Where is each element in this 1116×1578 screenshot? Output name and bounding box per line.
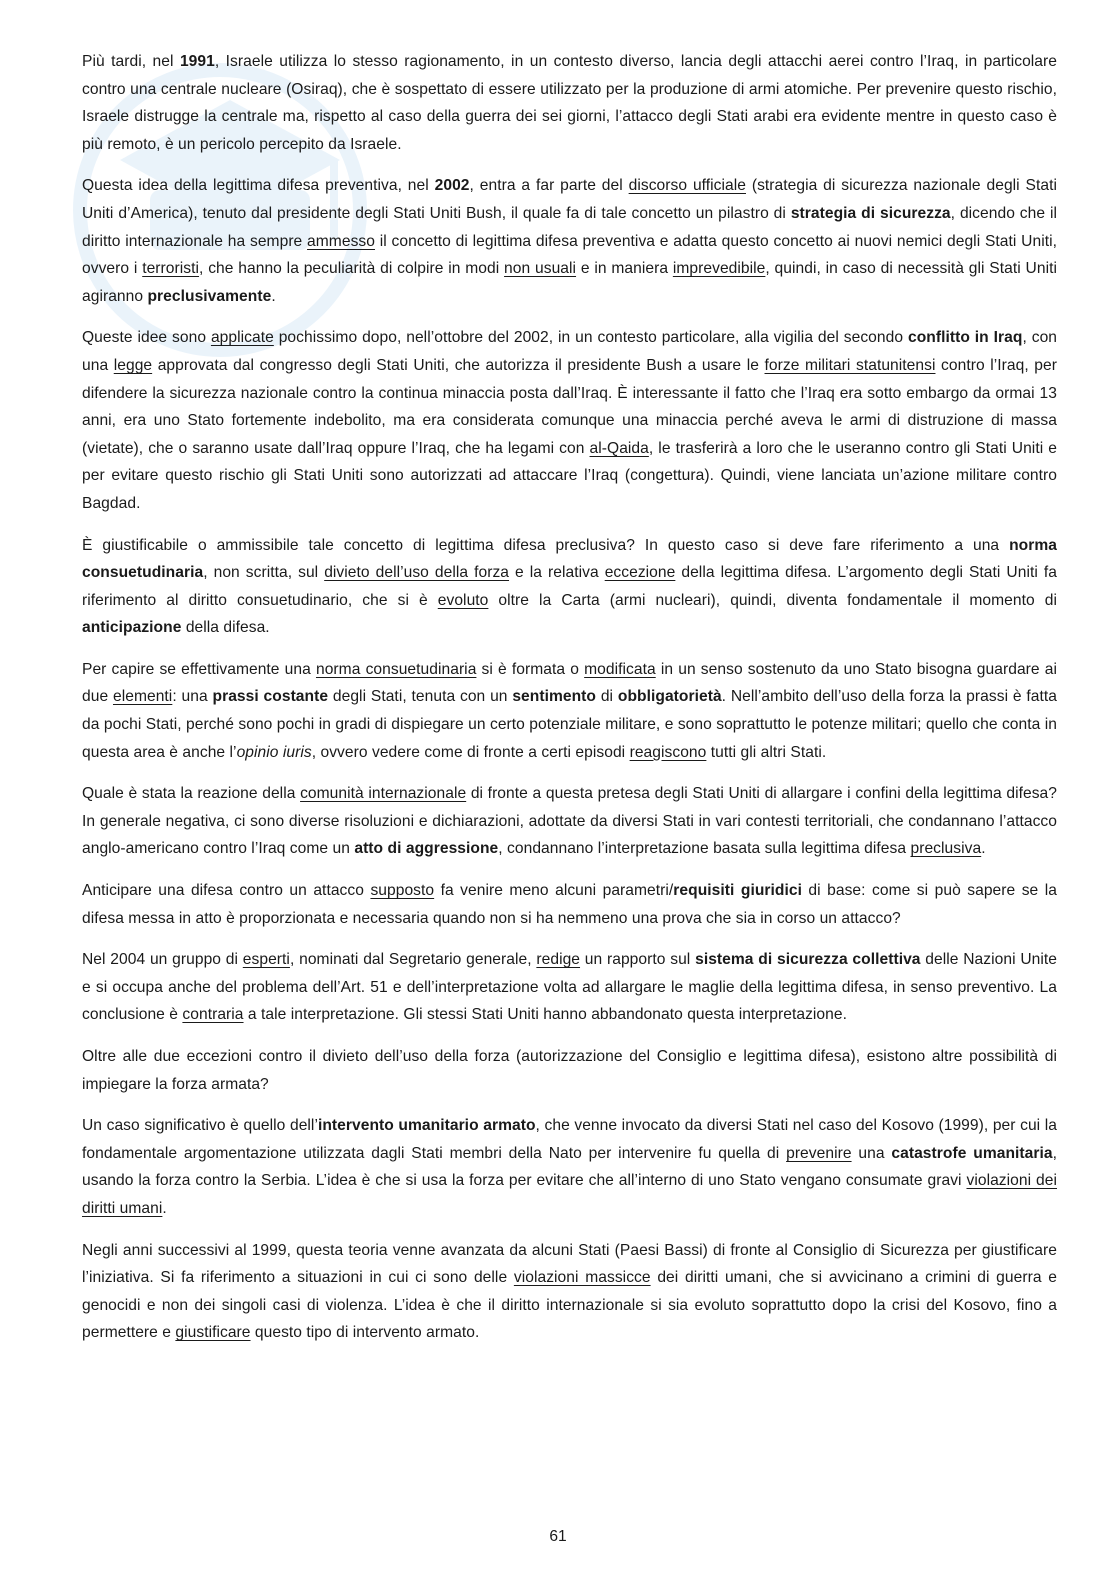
paragraph <box>82 532 1057 642</box>
text-run: il concetto di legittima difesa preventiva e adatta questo concetto ai nuovi nemici degli Stati Uniti, ovvero i <box>82 232 1057 278</box>
paragraph <box>82 780 1057 863</box>
text-run: Un caso significativo è quello dell’ <box>82 1117 318 1135</box>
text-run: Anticipare una difesa contro un attacco <box>82 882 371 900</box>
paragraph <box>82 48 1057 158</box>
paragraph <box>82 1237 1057 1347</box>
bold-text: prassi costante <box>212 688 329 706</box>
text-run: , dicendo che il diritto internazionale ha sempre <box>82 204 1058 250</box>
bold-text: catastrofe umanitaria <box>891 1144 1053 1162</box>
text-run: Queste idee sono <box>82 329 211 347</box>
text-run: di <box>596 688 618 706</box>
underlined-text: esperti <box>242 951 290 969</box>
text-run: (strategia di sicurezza nazionale degli Stati Uniti d’America), tenuto dal presidente degli Stati Uniti Bush, il quale fa di tale concetto un pilastro di <box>82 177 1057 222</box>
text-run: della legittima difesa. L’argomento degli Stati Uniti fa riferimento al diritto consuetudinario, che si è <box>82 564 1057 609</box>
underlined-text: violazioni dei diritti umani <box>82 1172 1057 1217</box>
text-run: delle Nazioni Unite e si occupa anche del problema dell’Art. 51 e dell’interpretazione volta ad allargare le maglie della legittima difesa, in senso preventivo. La conclusione è <box>82 951 1058 1024</box>
text-run: degli Stati, tenuta con un <box>328 688 513 706</box>
underlined-text: prevenire <box>786 1144 852 1162</box>
text-run: , Israele utilizza lo stesso ragionamento, in un contesto diverso, lancia degli attacchi aerei contro l’Iraq, in particolare contro una centrale nucleare (Osiraq), che è sospettato di essere utilizzato per la produzione di armi atomiche. Per prevenire questo rischio, Israele distrugge la centrale ma, rispetto al caso della guerra dei sei giorni, l’attacco degli Stati arabi era evidente mentre in questo caso è più remoto, è un pericolo percepito da Israele. <box>82 53 1057 153</box>
text-run: si è formata o <box>476 660 585 678</box>
underlined-text: eccezione <box>604 564 676 582</box>
bold-text: requisiti giuridici <box>673 882 802 900</box>
underlined-text: applicate <box>210 329 274 347</box>
text-run: a tale interpretazione. Gli stessi Stati Uniti hanno abbandonato questa interpretazione. <box>243 1006 847 1024</box>
text-run: , le trasferirà a loro che le useranno contro gli Stati Uniti e per evitare questo rischio gli Stati Uniti sono autorizzati ad attaccare l’Iraq (congettura). Quindi, viene lanciata un’azione militare contro Bagdad. <box>82 439 1057 512</box>
text-run: questo tipo di intervento armato. <box>250 1324 480 1342</box>
paragraph <box>82 172 1057 310</box>
bold-text: norma consuetudinaria <box>82 536 1057 582</box>
text-run: . <box>981 840 986 858</box>
text-run: . Nell’ambito dell’uso della forza la prassi è fatta da pochi Stati, perché sono pochi in gradi di dispiegare un certo potenziale militare, e sono soprattutto le potenze militari; quello che conta in questa area è anche l’ <box>82 688 1058 761</box>
underlined-text: giustificare <box>175 1324 251 1342</box>
text-run: Quale è stata la reazione della <box>82 785 301 803</box>
underlined-text: terroristi <box>142 260 200 278</box>
underlined-text: imprevedibile <box>672 260 766 278</box>
underlined-text: divieto dell’uso della forza <box>324 564 510 582</box>
text-run: , ovvero vedere come di fronte a certi episodi <box>311 743 630 761</box>
underlined-text: discorso ufficiale <box>628 177 746 195</box>
text-run: , con una <box>82 329 1058 374</box>
text-run: in un senso sostenuto da uno Stato bisogna guardare ai due <box>82 660 1058 706</box>
text-run: , condannano l’interpretazione basata sulla legittima difesa <box>498 840 911 858</box>
text-run: Negli anni successivi al 1999, questa teoria venne avanzata da alcuni Stati (Paesi Bassi) di fronte al Consiglio di Sicurezza per giustificare l’iniziativa. Si fa riferimento a situazioni in cui ci sono delle <box>82 1241 1057 1287</box>
document-body <box>82 48 1057 1361</box>
underlined-text: norma consuetudinaria <box>315 660 477 678</box>
underlined-text: non usuali <box>504 260 577 278</box>
underlined-text: evoluto <box>437 591 489 609</box>
text-run: pochissimo dopo, nell’ottobre del 2002, in un contesto particolare, alla vigilia del secondo <box>273 329 908 347</box>
underlined-text: elementi <box>112 688 173 706</box>
italic-text: opinio iuris <box>236 743 312 761</box>
underlined-text: legge <box>113 356 153 374</box>
paragraph <box>82 1043 1057 1098</box>
text-run: Più tardi, nel <box>82 53 180 70</box>
bold-text: preclusivamente <box>147 287 272 305</box>
paragraph <box>82 946 1057 1029</box>
text-run: : una <box>172 688 213 706</box>
text-run: , usando la forza contro la Serbia. L’idea è che si usa la forza per evitare che all’interno di uno Stato vengano consumate gravi <box>82 1144 1058 1190</box>
text-run: contro l’Iraq, per difendere la sicurezza nazionale contro la continua minaccia posta dall’Iraq. È interessante il fatto che l’Iraq era sotto embargo da ormai 13 anni, era uno Stato fortemente indebolito, ma era considerata comunque una minaccia perché aveva le armi di distruzione di massa (vietate), che o saranno usate dall’Iraq oppure l’Iraq, che ha legami con <box>82 356 1057 457</box>
text-run: , che venne invocato da diversi Stati nel caso del Kosovo (1999), per cui la fondamentale argomentazione utilizzata dagli Stati membri della Nato per intervenire fu quella di <box>82 1117 1058 1162</box>
text-run: . <box>271 287 276 305</box>
bold-text: atto di aggressione <box>354 840 499 858</box>
text-run: di base: come si può sapere se la difesa messa in atto è proporzionata e necessaria quando non si ha nemmeno una prova che sia in corso un attacco? <box>82 882 1057 927</box>
text-run: Questa idea della legittima difesa preventiva, nel <box>82 177 435 195</box>
underlined-text: preclusiva <box>910 840 982 858</box>
text-run: , che hanno la peculiarità di colpire in modi <box>199 260 505 278</box>
text-run: fa venire meno alcuni parametri/ <box>434 882 674 900</box>
text-run: tutti gli altri Stati. <box>706 743 827 761</box>
text-run: approvata dal congresso degli Stati Uniti, che autorizza il presidente Bush a usare le <box>152 356 765 374</box>
text-run: , nominati dal Segretario generale, <box>289 951 537 969</box>
page-number: 61 <box>549 1528 567 1545</box>
text-run: e in maniera <box>576 260 673 278</box>
text-run: dei diritti umani, che si avvicinano a crimini di guerra e genocidi e non dei singoli casi di violenza. L’idea è che il diritto internazionale si sia evoluto soprattutto dopo la crisi del Kosovo, fino a permettere e <box>82 1269 1057 1342</box>
text-run: , quindi, in caso di necessità gli Stati Uniti agiranno <box>82 260 1057 305</box>
text-run: e la relativa <box>509 564 605 582</box>
paragraph <box>82 1112 1057 1222</box>
text-run: Oltre alle due eccezioni contro il divieto dell’uso della forza (autorizzazione del Consiglio e legittima difesa), esistono altre possibilità di impiegare la forza armata? <box>82 1048 1057 1093</box>
text-run: , non scritta, sul <box>203 564 325 582</box>
bold-text: anticipazione <box>82 619 182 637</box>
underlined-text: comunità internazionale <box>300 785 467 803</box>
text-run: della difesa. <box>181 619 270 637</box>
text-run: . <box>162 1199 167 1217</box>
underlined-text: reagiscono <box>629 743 707 761</box>
text-run: di fronte a questa pretesa degli Stati Uniti di allargare i confini della legittima difesa? In generale negativa, ci sono diverse risoluzioni e dichiarazioni, adottate da diversi Stati in vari contesti territoriali, che condannano l’attacco anglo-americano contro l’Iraq come un <box>82 785 1057 858</box>
underlined-text: al-Qaida <box>589 439 649 457</box>
text-run: Per capire se effettivamente una <box>82 660 316 678</box>
underlined-text: violazioni massicce <box>513 1269 651 1287</box>
underlined-text: ammesso <box>307 232 375 250</box>
bold-text: strategia di sicurezza <box>790 204 951 222</box>
bold-text: sistema di sicurezza collettiva <box>695 951 921 969</box>
underlined-text: modificata <box>584 660 656 678</box>
text-run: , entra a far parte del <box>469 177 629 195</box>
bold-text: sentimento <box>512 688 597 706</box>
paragraph <box>82 656 1057 766</box>
paragraph <box>82 877 1057 932</box>
paragraph <box>82 324 1057 517</box>
text-run: Nel 2004 un gruppo di <box>82 951 243 969</box>
underlined-text: supposto <box>370 882 435 900</box>
text-run: una <box>851 1144 892 1162</box>
bold-text: 2002 <box>434 177 470 195</box>
underlined-text: redige <box>536 951 581 969</box>
bold-text: intervento umanitario armato <box>317 1117 536 1135</box>
bold-text: 1991 <box>179 53 215 70</box>
text-run: È giustificabile o ammissibile tale concetto di legittima difesa preclusiva? In questo caso si deve fare riferimento a una <box>82 536 1010 554</box>
bold-text: obbligatorietà <box>617 688 722 706</box>
underlined-text: forze militari statunitensi <box>764 356 936 374</box>
text-run: un rapporto sul <box>580 951 696 969</box>
bold-text: conflitto in Iraq <box>907 329 1023 347</box>
text-run: oltre la Carta (armi nucleari), quindi, diventa fondamentale il momento di <box>488 591 1057 609</box>
underlined-text: contraria <box>182 1006 244 1024</box>
